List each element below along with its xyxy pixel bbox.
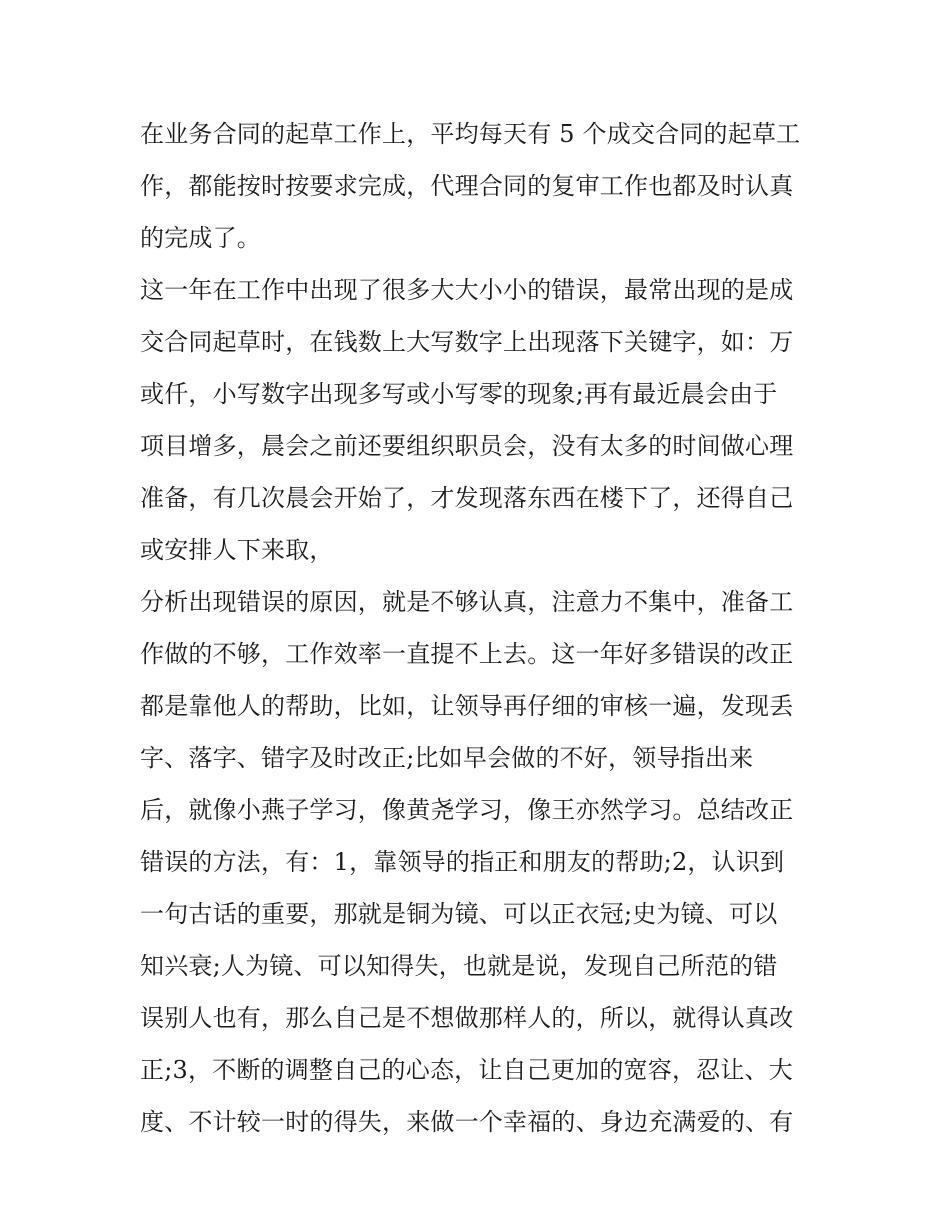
text-line: 错误的方法，有：1，靠领导的指正和朋友的帮助;2，认识到 bbox=[140, 848, 785, 876]
text-line: 知兴衰;人为镜、可以知得失，也就是说，发现自己所范的错 bbox=[140, 952, 778, 980]
text-line: 这一年在工作中出现了很多大大小小的错误，最常出现的是成 bbox=[140, 276, 794, 304]
text-line: 度、不计较一时的得失，来做一个幸福的、身边充满爱的、有 bbox=[140, 1108, 794, 1136]
text-line: 项目增多，晨会之前还要组织职员会，没有太多的时间做心理 bbox=[140, 432, 794, 460]
text-line: 正;3，不断的调整自己的心态，让自己更加的宽容，忍让、大 bbox=[140, 1056, 793, 1084]
body-text bbox=[140, 108, 820, 1148]
text-line: 在业务合同的起草工作上，平均每天有 5 个成交合同的起草工 bbox=[140, 120, 801, 148]
text-line: 或安排人下来取， bbox=[140, 536, 334, 564]
text-line: 误别人也有，那么自己是不想做那样人的，所以，就得认真改 bbox=[140, 1004, 794, 1032]
text-line: 的完成了。 bbox=[140, 224, 261, 252]
text-line: 作，都能按时按要求完成，代理合同的复审工作也都及时认真 bbox=[140, 172, 794, 200]
text-line: 作做的不够，工作效率一直提不上去。这一年好多错误的改正 bbox=[140, 640, 794, 668]
text-line: 或仟，小写数字出现多写或小写零的现象;再有最近晨会由于 bbox=[140, 380, 778, 408]
text-line: 都是靠他人的帮助，比如，让领导再仔细的审核一遍，发现丢 bbox=[140, 692, 794, 720]
text-line: 交合同起草时，在钱数上大写数字上出现落下关键字，如：万 bbox=[140, 328, 794, 356]
text-line: 后，就像小燕子学习，像黄尧学习，像王亦然学习。总结改正 bbox=[140, 796, 794, 824]
text-line: 字、落字、错字及时改正;比如早会做的不好，领导指出来 bbox=[140, 744, 754, 772]
text-line: 一句古话的重要，那就是铜为镜、可以正衣冠;史为镜、可以 bbox=[140, 900, 778, 928]
text-line: 分析出现错误的原因，就是不够认真，注意力不集中，准备工 bbox=[140, 588, 794, 616]
text-line: 准备，有几次晨会开始了，才发现落东西在楼下了，还得自己 bbox=[140, 484, 794, 512]
